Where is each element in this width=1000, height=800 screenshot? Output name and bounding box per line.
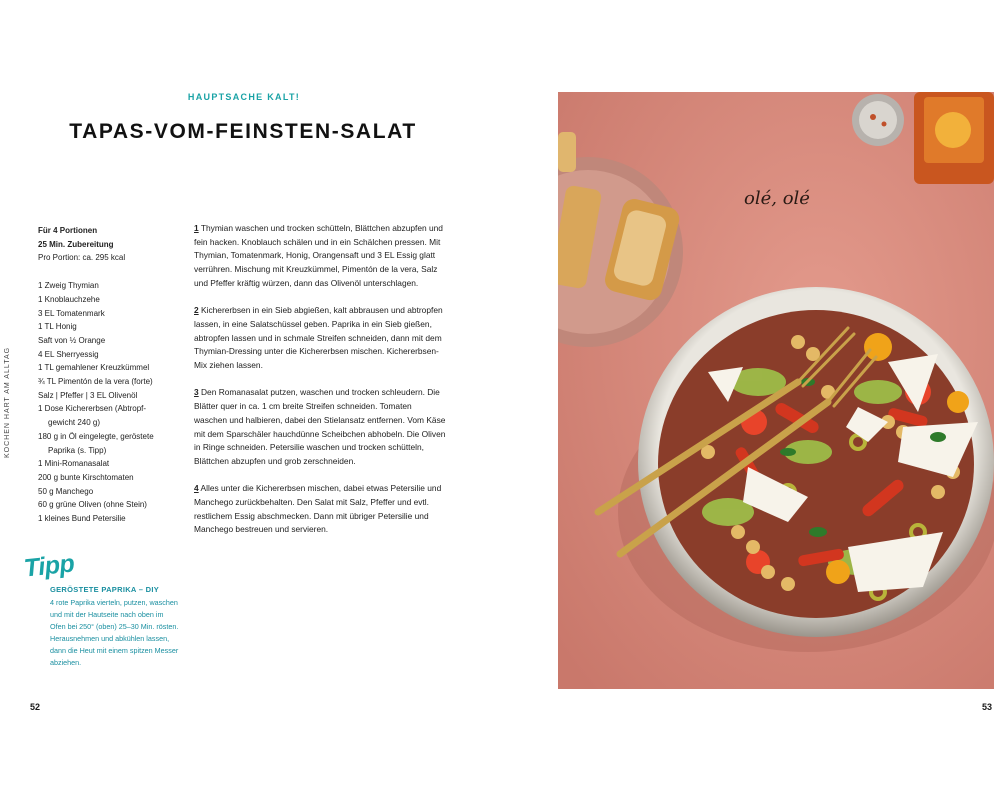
step-text: Kichererbsen in ein Sieb abgießen, kalt abbrausen und abtropfen lassen, in eine Salatschüssel geben. Paprika in ein Sieb gießen, abtropfen lassen und in schmale Streifen schneiden, dann mit dem Thymian-Dressing unter die Kichererbsen mischen. Kichererbsen-Mix ziehen lassen. xyxy=(194,305,443,371)
ingredient-item: 50 g Manchego xyxy=(38,486,94,496)
ingredient-item: 180 g in Öl eingelegte, geröstete xyxy=(38,431,154,441)
step-text: Thymian waschen und trocken schütteln, Blättchen abzupfen und fein hacken. Knoblauch schälen und in ein Schälchen pressen. Mit Thymian, Tomatenmark, Honig, Orangensaft und 3 EL Essig glatt verrühren. Mischung mit Kreuzkümmel, Pimentón de la vera, Salz und Pfeffer kräftig würzen, dann das Olivenöl unterschlagen. xyxy=(194,223,443,288)
ingredient-item: 1 Mini-Romanasalat xyxy=(38,459,110,469)
ingredient-item: 1 TL Honig xyxy=(38,322,77,332)
step xyxy=(194,482,446,537)
tip-body: 4 rote Paprika vierteln, putzen, waschen und mit der Hautseite nach oben im Ofen bei 250° (oben) 25–30 Min. rösten. Herausnehmen und abkühlen lassen, dann die Heut mit einem spitzen Messer abziehen. xyxy=(50,598,179,667)
ingredient-item: 4 EL Sherryessig xyxy=(38,349,99,359)
ingredient-item: ¾ TL Pimentón de la vera (forte) xyxy=(38,377,153,387)
ingredient-item: Paprika (s. Tipp) xyxy=(48,445,107,455)
ingredient-item: Saft von ½ Orange xyxy=(38,335,106,345)
step-number: 4 xyxy=(194,483,199,494)
ingredient-item: 200 g bunte Kirschtomaten xyxy=(38,472,134,482)
step-number: 3 xyxy=(194,387,199,398)
section-kicker: HAUPTSACHE KALT! xyxy=(187,92,301,102)
ingredient-list xyxy=(38,224,188,526)
ingredient-item: 1 kleines Bund Petersilie xyxy=(38,514,126,524)
ingredient-item: 1 TL gemahlener Kreuzkümmel xyxy=(38,363,150,373)
portions: Für 4 Portionen xyxy=(38,226,98,235)
step-number: 1 xyxy=(194,223,199,233)
step-text: Den Romanasalat putzen, waschen und trocken schleudern. Die Blätter quer in ca. 1 cm breite Streifen schneiden. Tomaten waschen und halbieren, dabei den Stielansatz entfernen. Vom Käse mit dem Sparschäler hauchdünne Scheibchen abhobeln. Die Oliven in Ringe schneiden. Petersilie waschen und trocken schütteln, Blättchen abzupfen und grob zerschneiden. xyxy=(194,387,446,466)
step-number: 2 xyxy=(194,305,199,316)
ingredient-item: Salz | Pfeffer | 3 EL Olivenöl xyxy=(38,390,138,400)
preparation-steps xyxy=(194,222,446,551)
ingredient-item: 1 Dose Kichererbsen (Abtropf- xyxy=(38,404,147,414)
running-header: KOCHEN HART AM ALLTAG xyxy=(4,346,11,458)
ingredient-item: 3 EL Tomatenmark xyxy=(38,308,105,318)
ingredient-item: 1 Knoblauchzehe xyxy=(38,294,100,304)
salad-illustration xyxy=(558,92,994,689)
step-text: Alles unter die Kichererbsen mischen, dabei etwas Petersilie und Manchego zurückbehalten. Den Salat mit Salz, Pfeffer und evtl. restlichem Essig abschmecken. Dann mit übriger Petersilie und Manchego bestreuen und servieren. xyxy=(194,483,442,535)
page-number-right: 53 xyxy=(981,702,992,712)
step xyxy=(194,386,446,468)
tip-title: GERÖSTETE PAPRIKA – DIY xyxy=(50,585,159,594)
photo-caption: olé, olé xyxy=(744,188,810,209)
tip-label: Tipp xyxy=(22,549,76,583)
step xyxy=(194,222,446,291)
ingredient-item: 60 g grüne Oliven (ohne Stein) xyxy=(38,500,147,510)
prep-time: 25 Min. Zubereitung xyxy=(38,239,114,249)
calories: Pro Portion: ca. 295 kcal xyxy=(38,253,126,263)
salad-photo xyxy=(558,92,994,689)
ingredient-item: 1 Zweig Thymian xyxy=(38,281,99,291)
recipe-title: TAPAS-VOM-FEINSTEN-SALAT xyxy=(69,120,417,143)
ingredient-item: gewicht 240 g) xyxy=(48,418,101,428)
step xyxy=(194,304,446,373)
page-number-left: 52 xyxy=(30,702,41,712)
